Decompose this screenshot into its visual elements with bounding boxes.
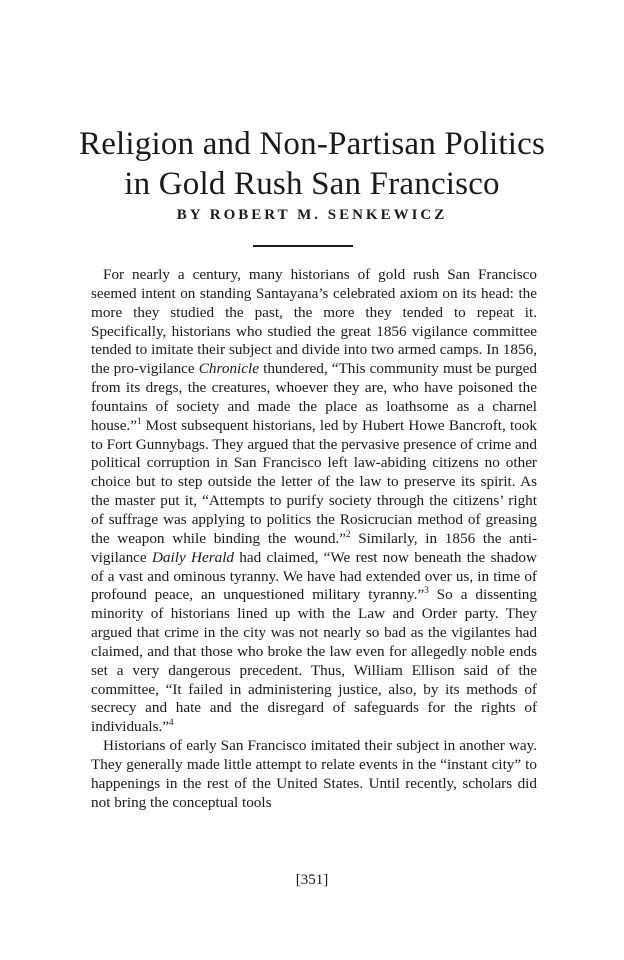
publication-name: Daily Herald (151, 548, 235, 566)
text-run: Most subsequent historians, led by Hubert Howe Bancroft, took to Fort Gunnybags. They argued that the pervasive presence of crime and political corruption in San Francisco left law-abiding citizens no other choice but to step outside the letter of the law to preserve its spirit. As the master put it, “Attempts to purify society through the citizens’ right of suffrage was applying to politics the Rosicrucian method of greasing the weapon while binding the wound.” (91, 416, 537, 547)
article-title-line-2: in Gold Rush San Francisco (124, 166, 500, 202)
text-run: had claimed, “We rest now beneath the shadow of a vast and ominous tyranny. We have had extended over us, in time of profound peace, an unquestioned military tyranny.” (91, 548, 537, 604)
byline: BY ROBERT M. SENKEWICZ (176, 207, 448, 223)
footnote-marker: 2 (345, 528, 351, 539)
text-run: For nearly a century, many historians of gold rush San Francisco seemed intent on standing Santayana’s celebrated axiom on its head: the more they studied the past, the more they tended to repeat it. Specifically, historians who studied the great 1856 vigilance committee tended to imitate their subject and divide into two armed camps. In 1856, the pro-vigilance (91, 266, 537, 378)
footnote-marker: 4 (169, 717, 174, 728)
footnote-marker: 3 (424, 585, 429, 596)
paragraph-1 (91, 266, 537, 737)
footnote-marker: 1 (136, 415, 142, 426)
publication-name: Chronicle (198, 360, 259, 378)
text-run: thundered, “This community must be purged from its dregs, the creatures, whoever they are, who have poisoned the fountains of society and made the place as loathsome as a charnel house.” (91, 360, 537, 434)
text-run: So a dissenting minority of historians lined up with the Law and Order party. They argued that crime in the city was not nearly so bad as the vigilantes had claimed, and that those who broke the law even for allegedly noble ends set a very dangerous precedent. Thus, William Ellison said of the committee, “It failed in administering justice, also, by its methods of secrecy and hate and the disregard of safeguards for the rights of individuals.” (91, 586, 537, 736)
text-run: Similarly, in 1856 the anti-vigilance (91, 529, 538, 566)
article-title-line-1: Religion and Non-Partisan Politics (78, 126, 545, 162)
page-number: [351] (295, 872, 329, 888)
title-divider (253, 245, 353, 247)
article-body (91, 266, 537, 812)
paragraph-2 (91, 737, 537, 812)
text-run: Historians of early San Francisco imitated their subject in another way. They generally made little attempt to relate events in the “instant city” to happenings in the rest of the United States. Until recently, scholars did not bring the conceptual tools (91, 737, 537, 811)
